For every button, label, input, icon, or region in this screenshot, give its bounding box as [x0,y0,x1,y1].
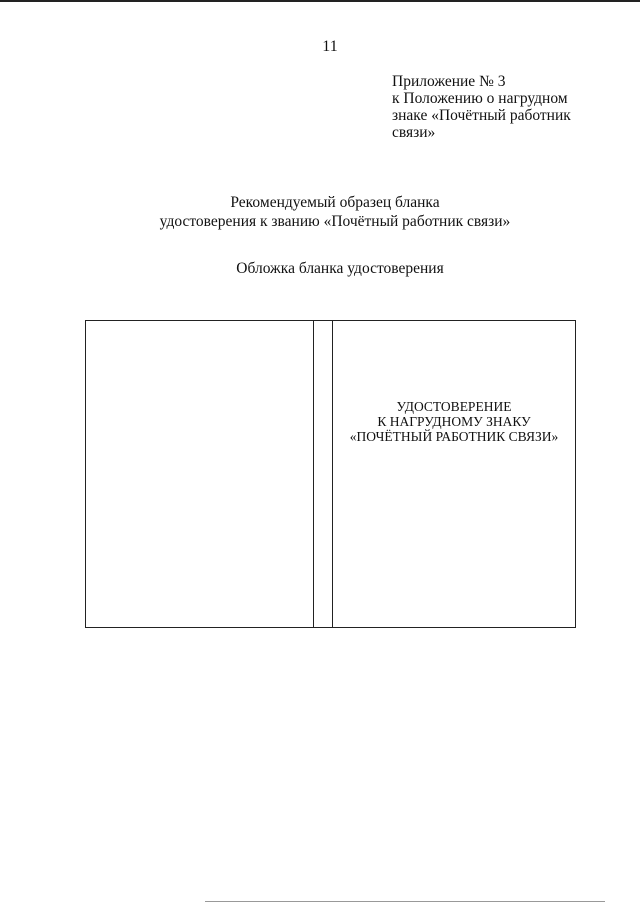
appendix-line: знаке «Почётный работник [392,107,571,124]
appendix-line: связи» [392,124,436,141]
cover-title-line: К НАГРУДНОМУ ЗНАКУ [377,414,531,429]
certificate-cover-frame [85,320,576,628]
cover-title [333,399,575,444]
cover-title-line: УДОСТОВЕРЕНИЕ [396,399,512,414]
heading-line: Рекомендуемый образец бланка [230,194,440,211]
cover-spine-line-left [313,321,314,627]
page-number: 11 [322,38,338,55]
section-subheading: Обложка бланка удостоверения [236,260,444,277]
bottom-scan-edge [205,901,605,902]
appendix-note [392,73,632,141]
top-border-rule [0,0,640,2]
cover-spine-line-right [332,321,333,627]
heading-line: удостоверения к званию «Почётный работник связи» [159,213,511,230]
appendix-line: Приложение № 3 [392,73,506,90]
cover-title-line: «ПОЧЁТНЫЙ РАБОТНИК СВЯЗИ» [349,429,559,444]
document-heading [100,193,570,231]
appendix-line: к Положению о нагрудном [392,90,568,107]
